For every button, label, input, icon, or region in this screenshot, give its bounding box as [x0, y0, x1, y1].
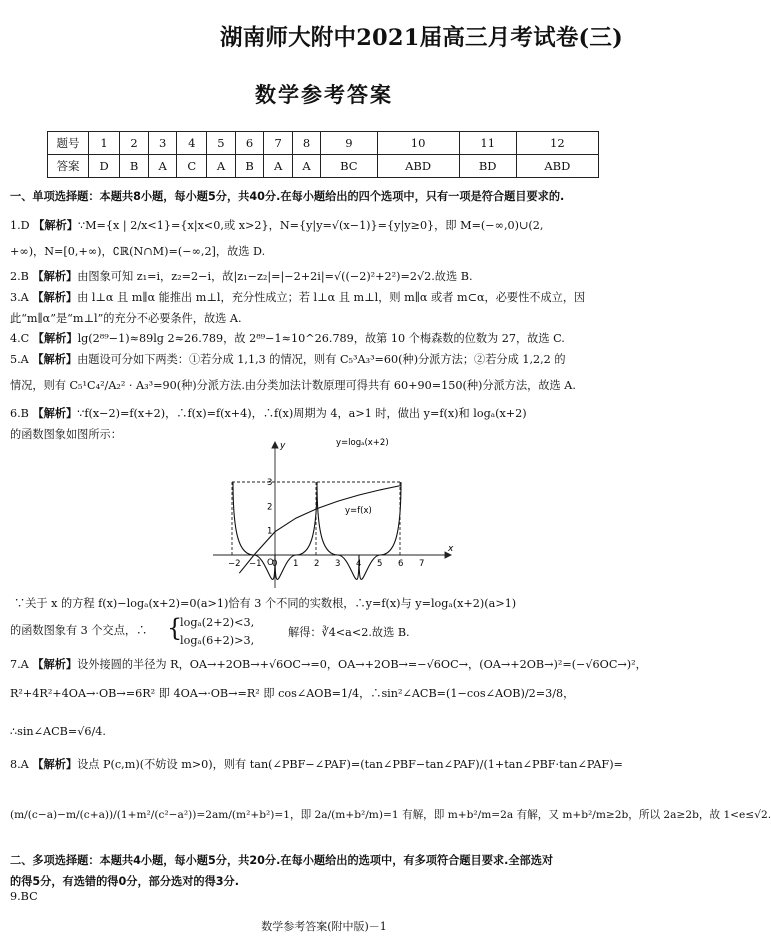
question-number-cell: 4	[177, 132, 207, 155]
q6-text4a: 的函数图象有 3 个交点，∴	[10, 624, 148, 637]
q1-text1: ∵M={x | 2/x<1}={x|x<0,或 x>2}，N={y|y=√(x−1)}={y|y≥0}，即 M=(−∞,0)∪(2,	[77, 219, 544, 232]
q6-lead: 6.B	[10, 407, 29, 420]
x-tick-label: 7	[419, 559, 425, 569]
x-tick-label: 2	[314, 559, 320, 569]
question-number-cell: 5	[207, 132, 235, 155]
answer-table	[47, 131, 599, 178]
q5-text1: 由题设可分如下两类：①若分成 1,1,3 的情况，则有 C₅³A₃³=60(种)分派方法；②若分成 1,2,2 的	[77, 353, 566, 366]
question-number-cell: 11	[459, 132, 516, 155]
q6-line2: 的函数图象如图所示：	[10, 428, 122, 441]
q6-tag: 【解析】	[32, 407, 78, 420]
x-tick-label: 5	[377, 559, 383, 569]
q3-lead: 3.A	[10, 291, 29, 304]
document-title: 数学参考答案	[255, 82, 393, 107]
y-tick-label: 3	[267, 478, 273, 489]
question-number-cell: 6	[235, 132, 264, 155]
q2-tag: 【解析】	[32, 270, 78, 283]
q6-line3: ∵关于 x 的方程 f(x)−logₐ(x+2)=0(a>1)恰有 3 个不同的实数根，∴y=f(x)与 y=logₐ(x+2)(a>1)	[14, 597, 517, 610]
question-number-cell: 12	[516, 132, 598, 155]
x-tick-label: 0	[272, 559, 278, 569]
y-tick-label: O	[267, 558, 274, 568]
q6-line4	[10, 624, 147, 638]
x-tick-label: 6	[398, 559, 404, 569]
x-tick-label: −1	[249, 559, 262, 569]
q2-lead: 2.B	[10, 270, 29, 283]
q5-line2: 情况，则有 C₅¹C₄²/A₂² · A₃³=90(种)分派方法.由分类加法计数原理可得共有 60+90=150(种)分派方法，故选 A.	[10, 379, 576, 392]
q5-lead: 5.A	[10, 353, 29, 366]
q6-text1: ∵f(x−2)=f(x+2)，∴f(x)=f(x+4)，∴f(x)周期为 4，a>1 时，做出 y=f(x)和 logₐ(x+2)	[77, 407, 527, 420]
q8-text1: 设点 P(c,m)(不妨设 m>0)，则有 tan(∠PBF−∠PAF)=(tan∠PBF−tan∠PAF)/(1+tan∠PBF·tan∠PAF)=	[77, 758, 623, 771]
q4-line1	[10, 332, 565, 346]
question-number-cell: 9	[321, 132, 377, 155]
answer-table-answer-row	[48, 155, 599, 178]
q1-tag: 【解析】	[33, 219, 78, 232]
q3-tag: 【解析】	[32, 291, 78, 304]
row-label-answer: 答案	[48, 155, 89, 178]
q9-line: 9.BC	[10, 890, 38, 903]
y-axis-arrow	[272, 442, 278, 448]
q5-tag: 【解析】	[32, 353, 78, 366]
x-tick-label: 3	[335, 559, 341, 569]
section2-line2: 的得5分，有选错的得0分，部分选对的得3分.	[10, 875, 239, 888]
header-title: 湖南师大附中2021届高三月考试卷(三)	[220, 25, 623, 51]
q1-lead: 1.D	[10, 219, 30, 232]
y-tick-label: 2	[267, 502, 273, 513]
q5-line1	[10, 353, 566, 367]
question-number-cell: 10	[377, 132, 459, 155]
question-number-cell: 7	[264, 132, 292, 155]
y-axis-label: y	[280, 441, 286, 451]
system-ineq-1: logₐ(2+2)<3,	[180, 616, 255, 629]
system-brace: {	[167, 614, 183, 642]
q8-lead: 8.A	[10, 758, 29, 771]
y-tick-label: 1	[267, 526, 273, 537]
q7-line1	[10, 658, 647, 672]
x-tick-label: −2	[228, 559, 241, 569]
fx-curve-label: y=f(x)	[345, 506, 372, 516]
answer-cell: B	[235, 155, 264, 178]
answer-cell: BD	[459, 155, 516, 178]
answer-cell: C	[177, 155, 207, 178]
section2-line1: 二、多项选择题：本题共4小题，每小题5分，共20分.在每小题给出的选项中，有多项符合题目要求.全部选对	[10, 854, 554, 867]
log-curve-label: y=logₐ(x+2)	[336, 438, 389, 448]
q4-text1: lg(2⁸⁹−1)≈89lg 2≈26.789，故 2⁸⁹−1≈10^26.789，故第 10 个梅森数的位数为 27，故选 C.	[77, 332, 565, 345]
answer-cell: BC	[321, 155, 377, 178]
q7-text1: 设外接圆的半径为 R，OA→+2OB→+√6OC→=0，OA→+2OB→=−√6OC→，(OA→+2OB→)²=(−√6OC→)²，	[77, 658, 647, 671]
q1-line1	[10, 219, 543, 233]
q3-line2: 此“m∥α”是“m⊥l”的充分不必要条件，故选 A.	[10, 312, 242, 325]
page-footer: 数学参考答案(附中版)－1	[261, 920, 387, 933]
q4-tag: 【解析】	[32, 332, 78, 345]
answer-cell: ABD	[377, 155, 459, 178]
answer-cell: A	[264, 155, 292, 178]
q6-line1	[10, 407, 527, 421]
row-label-number: 题号	[48, 132, 89, 155]
q7-line3: ∴sin∠ACB=√6/4.	[10, 725, 106, 738]
q8-line2: (m/(c−a)−m/(c+a))/(1+m²/(c²−a²))=2am/(m²+b²)=1，即 2a/(m+b²/m)=1 有解，即 m+b²/m=2a 有解，又 m+b²/m≥2b，所以 2a≥2b，故 1<e≤√2.	[10, 809, 771, 821]
answer-cell: A	[207, 155, 235, 178]
q8-line1	[10, 758, 623, 772]
q1-line2: +∞)，N=[0,+∞)，∁ℝ(N∩M)=(−∞,2]，故选 D.	[10, 245, 266, 258]
q8-tag: 【解析】	[32, 758, 78, 771]
question-number-cell: 3	[149, 132, 177, 155]
q3-line1	[10, 291, 585, 305]
answer-cell: D	[89, 155, 120, 178]
answer-cell: A	[292, 155, 320, 178]
q2-line1	[10, 270, 473, 284]
q4-lead: 4.C	[10, 332, 30, 345]
section1-heading: 一、单项选择题：本题共8小题，每小题5分，共40分.在每小题给出的四个选项中，只有一项是符合题目要求的.	[10, 190, 565, 203]
x-tick-label: 4	[356, 559, 362, 569]
answer-table-number-row	[48, 132, 599, 155]
question-number-cell: 8	[292, 132, 320, 155]
system-ineq-2: logₐ(6+2)>3,	[180, 634, 255, 647]
q7-tag: 【解析】	[32, 658, 78, 671]
q7-lead: 7.A	[10, 658, 29, 671]
q6-text4b: 解得：∛4<a<2.故选 B.	[288, 626, 410, 639]
x-axis-label: x	[448, 544, 454, 554]
answer-cell: B	[120, 155, 149, 178]
x-tick-label: 1	[293, 559, 299, 569]
q3-text1: 由 l⊥α 且 m∥α 能推出 m⊥l，充分性成立；若 l⊥α 且 m⊥l，则 m∥α 或者 m⊂α，必要性不成立，因	[77, 291, 586, 304]
q2-text1: 由图象可知 z₁=i，z₂=2−i，故|z₁−z₂|=|−2+2i|=√((−2)²+2²)=2√2.故选 B.	[77, 270, 473, 283]
question-number-cell: 1	[89, 132, 120, 155]
answer-cell: ABD	[516, 155, 598, 178]
q7-line2: R²+4R²+4OA→·OB→=6R² 即 4OA→·OB→=R² 即 cos∠AOB=1/4，∴sin²∠ACB=(1−cos∠AOB)/2=3/8，	[10, 687, 575, 700]
answer-cell: A	[149, 155, 177, 178]
question-number-cell: 2	[120, 132, 149, 155]
function-graph	[205, 438, 455, 593]
